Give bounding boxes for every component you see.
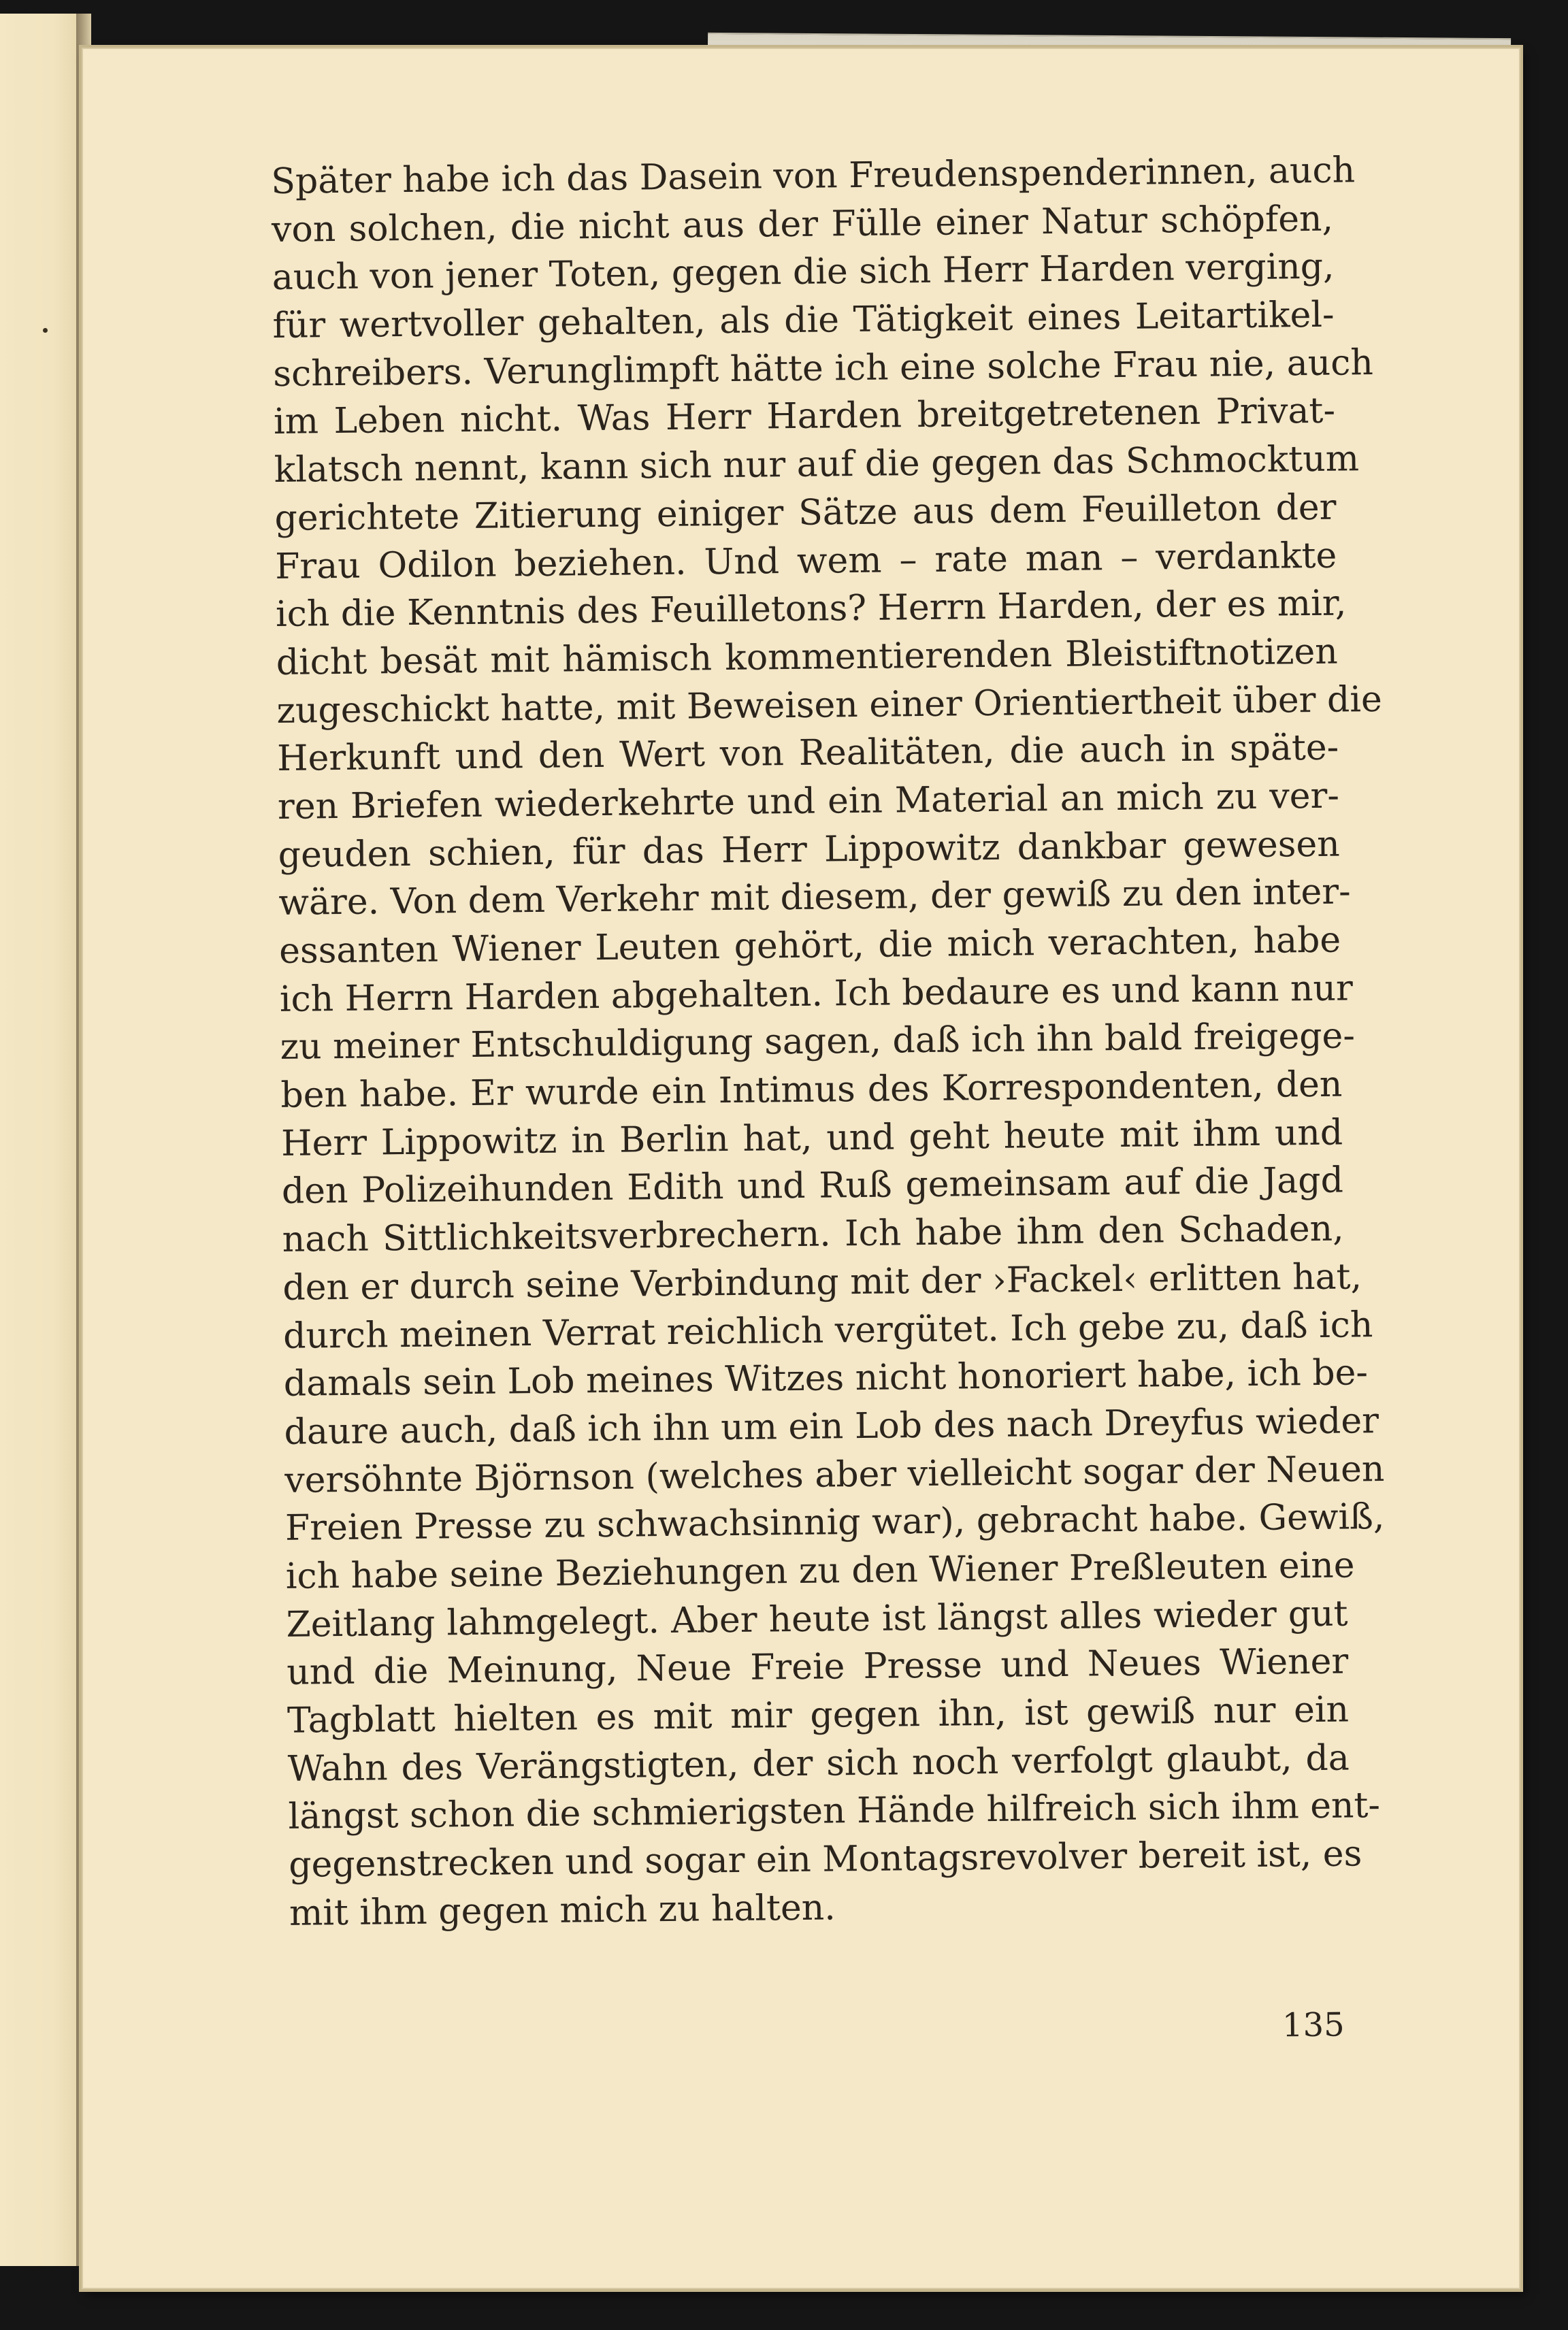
page-spot (43, 328, 48, 333)
text-line: Zeitlang lahmgelegt. Aber heute ist längst alles wieder gut (286, 1593, 1348, 1645)
text-line: auch von jener Toten, gegen die sich Herr Harden verging, (272, 246, 1335, 299)
text-line: den Polizeihunden Edith und Ruß gemeinsam auf die Jagd (281, 1160, 1344, 1213)
facing-page-edge (0, 14, 78, 2266)
text-line: den er durch seine Verbindung mit der ›Fackel‹ erlitten hat, (282, 1256, 1362, 1309)
text-line: daure auch, daß ich ihn um ein Lob des nach Dreyfus wieder (284, 1400, 1379, 1453)
text-line: Herkunft und den Wert von Realitäten, die auch in späte- (276, 727, 1339, 780)
text-line: geuden schien, für das Herr Lippowitz dankbar gewesen (278, 823, 1340, 876)
text-line: für wertvoller gehalten, als die Tätigkeit eines Leitartikel- (272, 294, 1335, 347)
text-line: längst schon die schmierigsten Hände hilfreich sich ihm ent- (288, 1785, 1381, 1838)
text-line: dicht besät mit hämisch kommentierenden Bleistiftnotizen (276, 631, 1338, 683)
text-line: durch meinen Verrat reichlich vergütet. Ich gebe zu, daß ich (282, 1304, 1373, 1357)
text-line: Wahn des Verängstigten, der sich noch verfolgt glaubt, da (287, 1737, 1350, 1790)
text-line: ben habe. Er wurde ein Intimus des Korrespondenten, den (280, 1064, 1343, 1116)
text-line: gerichtete Zitierung einiger Sätze aus dem Feuilleton der (274, 487, 1337, 539)
text-line: schreibers. Verunglimpft hätte ich eine solche Frau nie, auch (273, 342, 1374, 395)
text-line: klatsch nennt, kann sich nur auf die gegen das Schmocktum (274, 438, 1360, 491)
page-number: 135 (1281, 2005, 1345, 2045)
text-line: ren Briefen wiederkehrte und ein Material an mich zu ver- (277, 775, 1340, 827)
text-line: Herr Lippowitz in Berlin hat, und geht heute mit ihm und (280, 1112, 1343, 1164)
text-line: im Leben nicht. Was Herr Harden breitgetretenen Privat- (273, 391, 1336, 443)
text-line: Tagblatt hielten es mit mir gegen ihn, ist gewiß nur ein (287, 1689, 1350, 1741)
text-line: Später habe ich das Dasein von Freudenspenderinnen, auch (271, 150, 1356, 202)
text-line: nach Sittlichkeitsverbrechern. Ich habe ihm den Schaden, (282, 1208, 1344, 1261)
text-line: versöhnte Björnson (welches aber vielleicht sogar der Neuen (284, 1448, 1385, 1501)
body-text (271, 147, 1385, 1938)
text-line: Frau Odilon beziehen. Und wem – rate man – verdankte (274, 535, 1337, 587)
text-line: gegenstrecken und sogar ein Montagsrevolver bereit ist, es (288, 1833, 1362, 1886)
text-line: damals sein Lob meines Witzes nicht honoriert habe, ich be- (283, 1352, 1369, 1405)
text-line: ich habe seine Beziehungen zu den Wiener Preßleuten eine (285, 1545, 1355, 1597)
text-line: ich Herrn Harden abgehalten. Ich bedaure es und kann nur (279, 968, 1354, 1020)
text-line: wäre. Von dem Verkehr mit diesem, der gewiß zu den inter- (278, 871, 1351, 924)
text-line: zu meiner Entschuldigung sagen, daß ich ihn bald freigege- (280, 1015, 1356, 1068)
text-line: ich die Kenntnis des Feuilletons? Herrn Harden, der es mir, (275, 582, 1347, 636)
text-line: mit ihm gegen mich zu halten. (289, 1887, 836, 1934)
text-line: von solchen, die nicht aus der Fülle einer Natur schöpfen, (271, 198, 1334, 250)
text-line: essanten Wiener Leuten gehört, die mich verachten, habe (278, 919, 1341, 972)
text-line: und die Meinung, Neue Freie Presse und Neues Wiener (286, 1641, 1349, 1694)
text-line: Freien Presse zu schwachsinnig war), gebracht habe. Gewiß, (284, 1496, 1385, 1549)
text-line: zugeschickt hatte, mit Beweisen einer Orientiertheit über die (276, 678, 1382, 732)
